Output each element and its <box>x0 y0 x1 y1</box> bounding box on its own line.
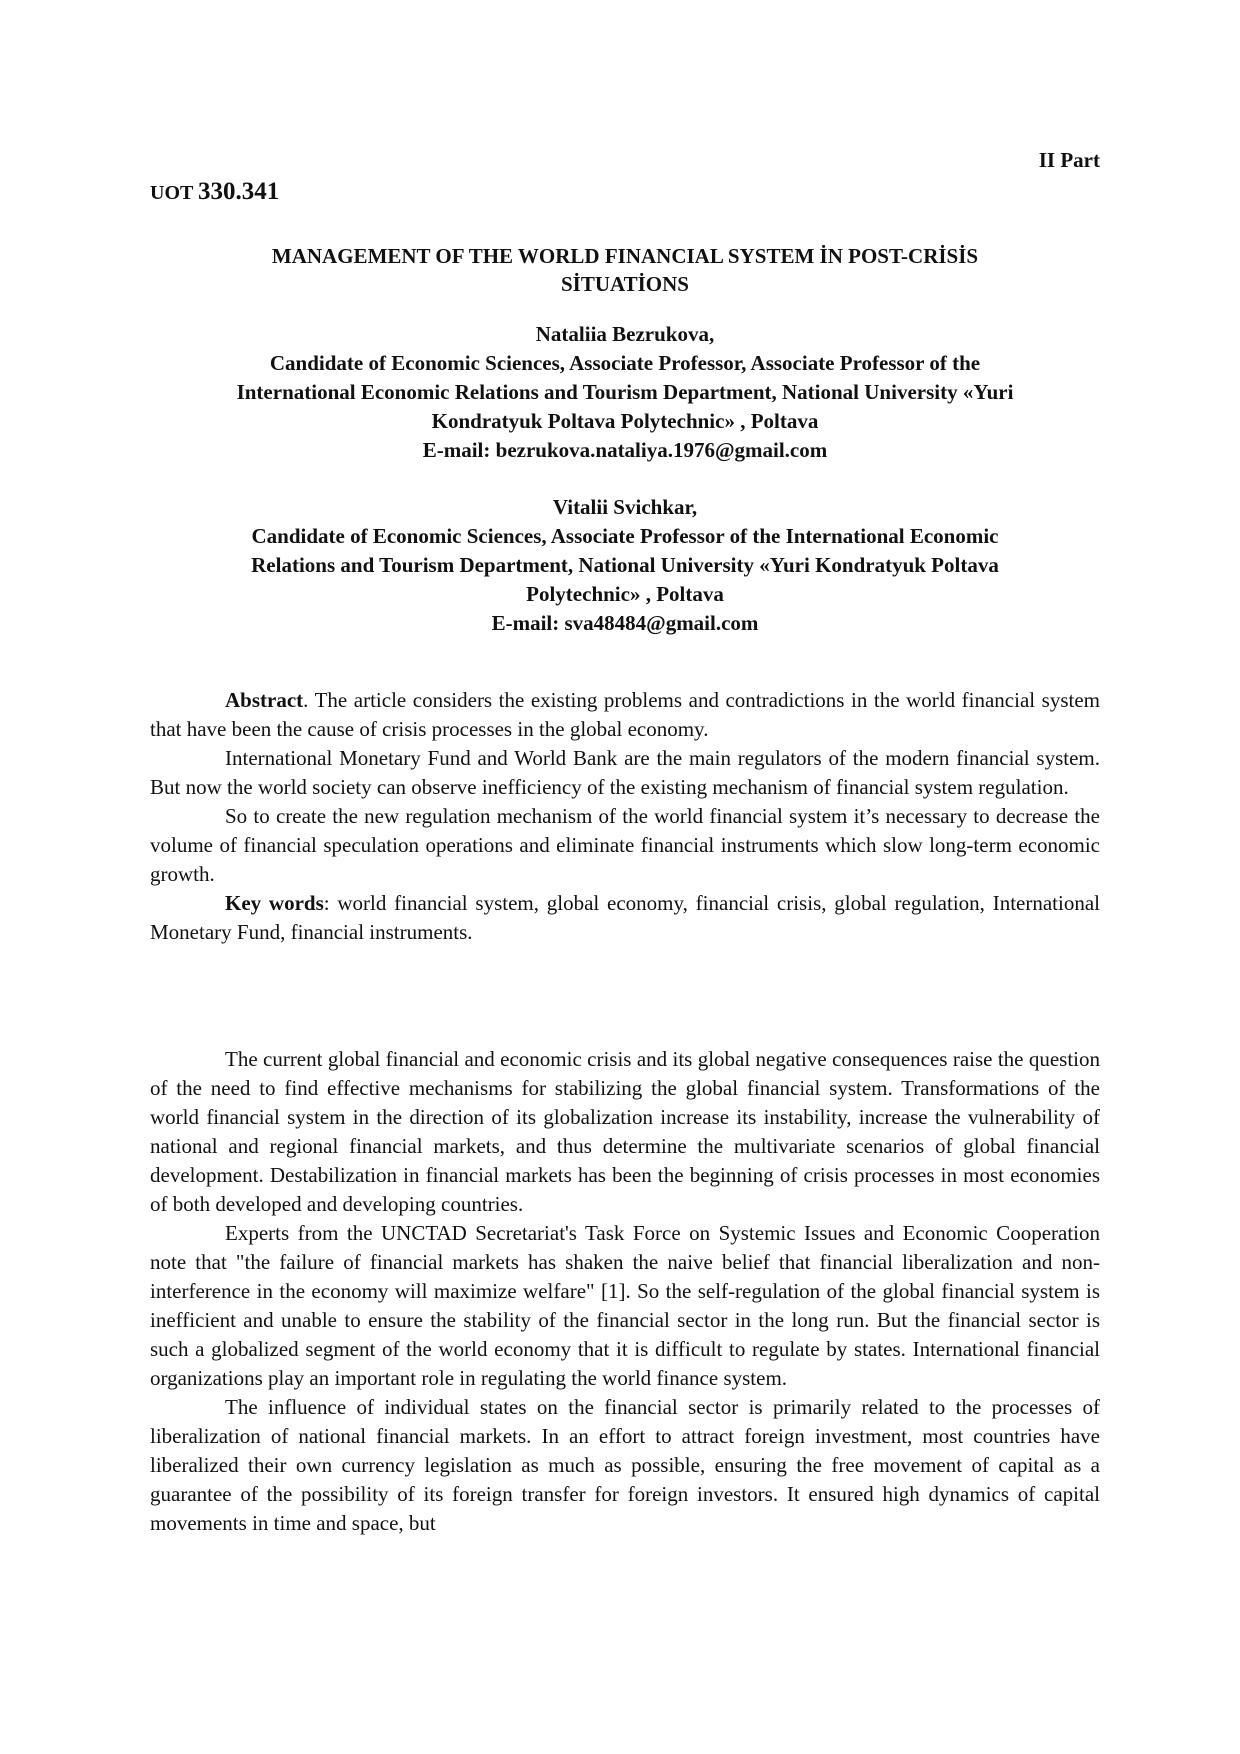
author-affiliation-line: International Economic Relations and Tourism Department, National University «Yuri <box>236 380 1014 404</box>
keywords-text: : world financial system, global economy, financial crisis, global regulation, International Monetary Fund, financial instruments. <box>150 891 1100 944</box>
author-block-2 <box>150 493 1100 638</box>
abstract-paragraph: International Monetary Fund and World Bank are the main regulators of the modern financial system. But now the world society can observe inefficiency of the existing mechanism of financial system regulation. <box>150 746 1100 799</box>
author-email: E-mail: bezrukova.nataliya.1976@gmail.com <box>422 438 828 462</box>
article-title <box>150 242 1100 298</box>
abstract-paragraph <box>150 686 1100 744</box>
abstract-section <box>150 686 1100 947</box>
title-line-2: SİTUATİONS <box>561 272 689 296</box>
udc-code <box>150 178 279 206</box>
abstract-text: . The article considers the existing problems and contradictions in the world financial system that have been the cause of crisis processes in the global economy. <box>150 688 1100 741</box>
author-affiliation-line: Candidate of Economic Sciences, Associate Professor of the International Economic <box>251 524 999 548</box>
main-text <box>150 1045 1100 1538</box>
body-paragraph: The influence of individual states on the financial sector is primarily related to the processes of liberalization of national financial markets. In an effort to attract foreign investment, most countries have liberalized their own currency legislation as much as possible, ensuring the free movement of capital as a guarantee of the possibility of its foreign transfer for foreign investors. It ensured high dynamics of capital movements in time and space, but <box>150 1395 1100 1535</box>
author-email: E-mail: sva48484@gmail.com <box>491 611 759 635</box>
abstract-paragraph: So to create the new regulation mechanism of the world financial system it’s necessary to decrease the volume of financial speculation operations and eliminate financial instruments which slow long-term economic growth. <box>150 804 1100 886</box>
author-block-1 <box>150 320 1100 465</box>
keywords-label: Key words <box>225 891 324 915</box>
author-affiliation-line: Relations and Tourism Department, National University «Yuri Kondratyuk Poltava <box>251 553 999 577</box>
udc-number: 330.341 <box>197 178 280 205</box>
author-affiliation-line: Polytechnic» , Poltava <box>526 582 724 606</box>
body-paragraph: Experts from the UNCTAD Secretariat's Task Force on Systemic Issues and Economic Cooperation note that "the failure of financial markets has shaken the naive belief that financial liberalization and non-interference in the economy will maximize welfare" [1]. So the self-regulation of the global financial system is inefficient and unable to ensure the stability of the financial sector in the long run. But the financial sector is such a globalized segment of the world economy that it is difficult to regulate by states. International financial organizations play an important role in regulating the world finance system. <box>150 1221 1100 1390</box>
document-page <box>150 0 1100 1754</box>
author-name: Nataliia Bezrukova, <box>535 322 715 346</box>
author-name: Vitalii Svichkar, <box>552 495 698 519</box>
body-paragraph: The current global financial and economic crisis and its global negative consequences raise the question of the need to find effective mechanisms for stabilizing the global financial system. Transformations of the world financial system in the direction of its globalization increase its instability, increase the vulnerability of national and regional financial markets, and thus determine the multivariate scenarios of global financial development. Destabilization in financial markets has been the beginning of crisis processes in most economies of both developed and developing countries. <box>150 1047 1100 1216</box>
part-label: II Part <box>1038 148 1100 172</box>
udc-prefix: UOT <box>150 182 193 204</box>
author-affiliation-line: Candidate of Economic Sciences, Associate Professor, Associate Professor of the <box>269 351 981 375</box>
abstract-label: Abstract <box>225 688 304 712</box>
author-affiliation-line: Kondratyuk Poltava Polytechnic» , Poltava <box>431 409 819 433</box>
keywords-paragraph <box>150 889 1100 947</box>
title-line-1: MANAGEMENT OF THE WORLD FINANCIAL SYSTEM İN POST-CRİSİS <box>271 244 979 268</box>
